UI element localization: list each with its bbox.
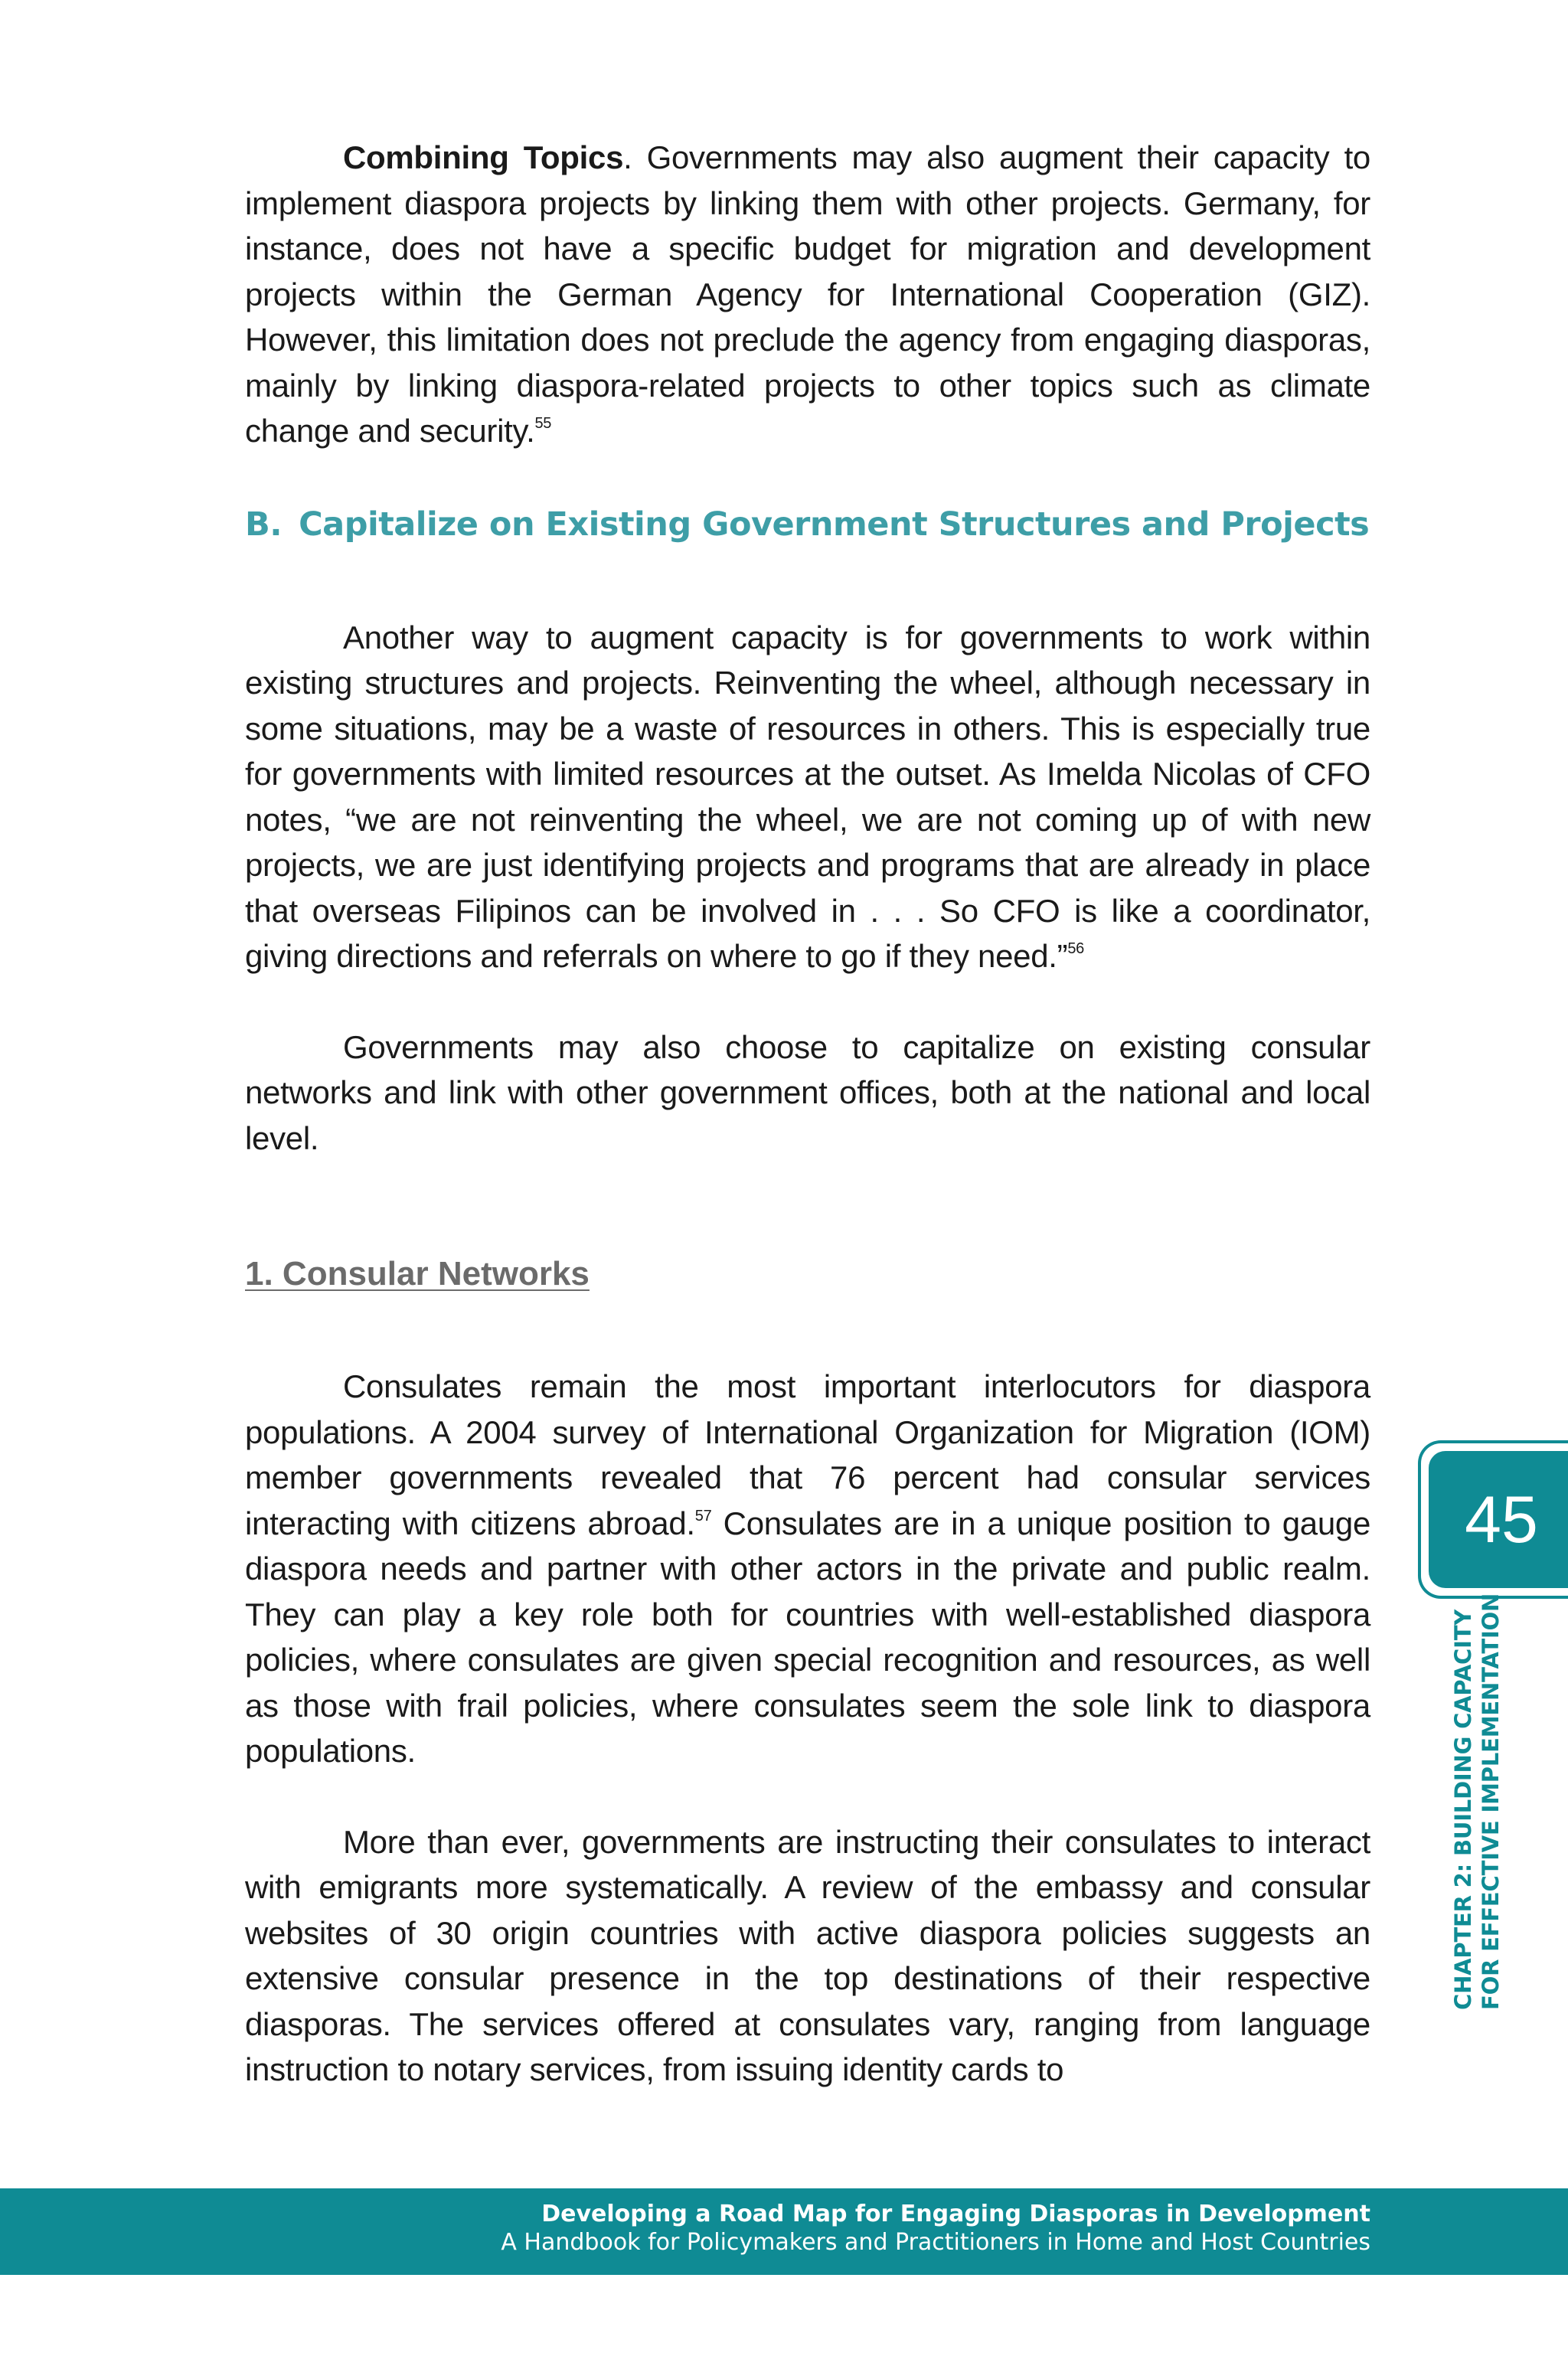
paragraph-text: Governments may also choose to capitalize on existing consular networks and link with other government offices, both at the national and local level.	[245, 1028, 1370, 1156]
paragraph-another-way	[245, 615, 1370, 979]
paragraph-text: Another way to augment capacity is for governments to work within existing structures and projects. Reinventing the wheel, although necessary in some situations, may be a waste of resources in others. This is especially true for governments with limited resources at the outset. As Imelda Nicolas of CFO notes, “we are not reinventing the wheel, we are not coming up of with new projects, we are just identifying projects and programs that are already in place that overseas Filipinos can be involved in . . . So CFO is like a coordinator, giving directions and referrals on where to go if they need.”	[245, 619, 1370, 974]
chapter-label	[1449, 1551, 1504, 2010]
paragraph-text: . Governments may also augment their capacity to implement diaspora projects by linking them with other projects. Germany, for instance, does not have a specific budget for migration and development projects within the German Agency for International Cooperation (GIZ). However, this limitation does not preclude the agency from engaging diasporas, mainly by linking diaspora-related projects to other topics such as climate change and security.	[245, 139, 1370, 449]
paragraph-combining-topics	[245, 135, 1370, 454]
section-title: Capitalize on Existing Government Structures and Projects	[299, 505, 1370, 544]
footnote-marker: 56	[1067, 940, 1084, 957]
chapter-label-line-1: CHAPTER 2: BUILDING CAPACITY	[1450, 1609, 1476, 2010]
footnote-marker: 55	[534, 415, 552, 432]
footer-title: Developing a Road Map for Engaging Diasporas in Development	[541, 2201, 1370, 2227]
section-letter: B.	[245, 505, 283, 544]
paragraph-consulates	[245, 1364, 1370, 1774]
footnote-marker: 57	[694, 1507, 712, 1525]
footer-subtitle: A Handbook for Policymakers and Practitioners in Home and Host Countries	[501, 2229, 1370, 2256]
chapter-label-line-2: FOR EFFECTIVE IMPLEMENTATION	[1478, 1593, 1504, 2010]
page-body	[245, 135, 1370, 2093]
page-number: 45	[1465, 1482, 1538, 1557]
section-heading-b	[245, 502, 1370, 547]
paragraph-text-continued: Consulates are in a unique position to gauge diaspora needs and partner with other actors in the private and public realm. They can play a key role both for countries with well-established diaspora policies, where consulates are given special recognition and resources, as well as those with frail policies, where consulates seem the sole link to diaspora populations.	[245, 1505, 1371, 1769]
footer-band	[0, 2188, 1568, 2275]
paragraph-lead-term: Combining Topics	[343, 139, 624, 175]
subsection-heading-consular-networks: 1. Consular Networks	[245, 1255, 590, 1293]
paragraph-capitalize	[245, 1025, 1370, 1162]
paragraph-text: Consulates remain the most important interlocutors for diaspora populations. A 2004 survey of International Organization for Migration (IOM) member governments revealed that 76 percent had consular services interacting with citizens abroad.	[245, 1368, 1370, 1541]
footer-text	[501, 2200, 1370, 2257]
paragraph-text: More than ever, governments are instructing their consulates to interact with emigrants more systematically. A review of the embassy and consular websites of 30 origin countries with active diaspora policies suggests an extensive consular presence in the top destinations of their respective diasporas. The services offered at consulates vary, ranging from language instruction to notary services, from issuing identity cards to	[245, 1823, 1370, 2087]
paragraph-more-than-ever	[245, 1819, 1370, 2093]
